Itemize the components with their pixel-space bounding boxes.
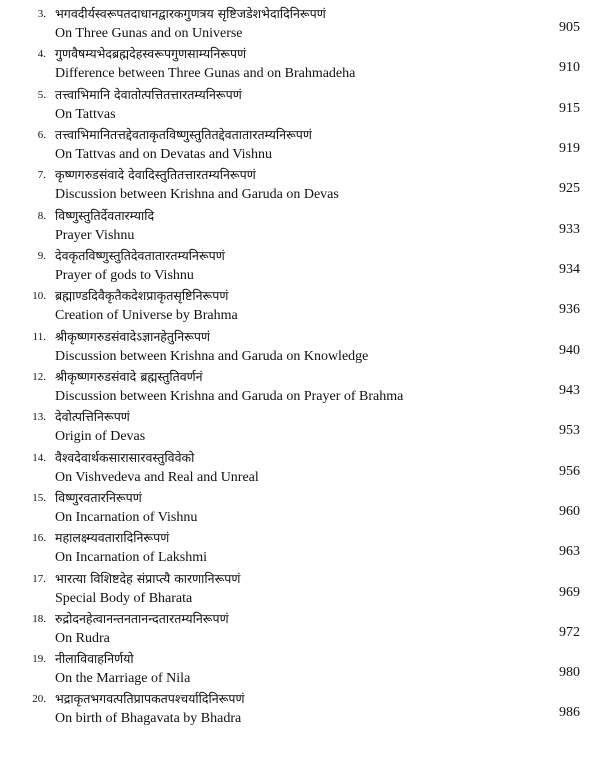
entry-number: 11. (32, 331, 46, 343)
sanskrit-title: भद्राकृतभगवत्पतिप्रापकतपश्चर्यादिनिरूपणं (55, 691, 245, 706)
english-title: Discussion between Krishna and Garuda on Devas (55, 187, 339, 202)
toc-entry-20 (0, 690, 600, 730)
page-number: 943 (559, 383, 580, 398)
english-title: On Incarnation of Lakshmi (55, 550, 208, 565)
english-title: On Incarnation of Vishnu (55, 510, 198, 525)
page-number: 905 (559, 20, 580, 35)
page-number: 919 (559, 141, 580, 156)
toc-entry-5 (0, 86, 600, 126)
page-number: 934 (559, 262, 580, 277)
page-number: 915 (559, 101, 580, 116)
page-number: 980 (559, 665, 580, 680)
toc-entry-15 (0, 489, 600, 529)
entry-number: 8. (37, 210, 46, 222)
toc-entry-9 (0, 247, 600, 287)
page-number: 933 (559, 222, 580, 237)
toc-entry-18 (0, 610, 600, 650)
toc-entry-10 (0, 287, 600, 327)
sanskrit-title: विष्णुस्तुतिर्देवतारम्यादि (55, 208, 155, 223)
sanskrit-title: कृष्णगरुडसंवादे देवादिस्तुतितत्तारतम्यनिरूपणं (55, 167, 256, 182)
page-number: 956 (559, 464, 580, 479)
page-number: 940 (559, 343, 580, 358)
english-title: On Vishvedeva and Real and Unreal (55, 470, 259, 485)
english-title: Special Body of Bharata (55, 591, 193, 606)
toc-entry-4 (0, 45, 600, 85)
entry-number: 13. (32, 411, 46, 423)
english-title: On birth of Bhagavata by Bhadra (55, 711, 242, 726)
entry-number: 16. (32, 532, 46, 544)
page-number: 960 (559, 504, 580, 519)
page-number: 963 (559, 544, 580, 559)
english-title: Creation of Universe by Brahma (55, 308, 238, 323)
toc-entry-16 (0, 529, 600, 569)
toc-entry-13 (0, 408, 600, 448)
sanskrit-title: तत्त्वाभिमानितत्तद्देवताकृतविष्णुस्तुतितद्देवतातारतम्यनिरूपणं (55, 127, 312, 142)
entry-number: 14. (32, 452, 46, 464)
entry-number: 20. (32, 693, 46, 705)
sanskrit-title: भगवदीर्यस्वरूपतदाधानद्वारकगुणत्रय सृष्टिजडेशभेदादिनिरूपणं (55, 6, 326, 21)
entry-number: 12. (32, 371, 46, 383)
sanskrit-title: नीलाविवाहनिर्णयो (55, 651, 134, 666)
english-title: On Tattvas and on Devatas and Vishnu (55, 147, 272, 162)
sanskrit-title: गुणवैषम्यभेदब्रह्मदेहस्वरूपगुणसाम्यनिरूपणं (55, 46, 247, 61)
entry-number: 4. (37, 48, 46, 60)
toc-entry-17 (0, 570, 600, 610)
english-title: On Three Gunas and on Universe (55, 26, 243, 41)
toc-entry-6 (0, 126, 600, 166)
sanskrit-title: विष्णुरवतारनिरूपणं (55, 490, 142, 505)
entry-number: 17. (32, 573, 46, 585)
page-number: 972 (559, 625, 580, 640)
entry-number: 7. (37, 169, 46, 181)
entry-number: 6. (37, 129, 46, 141)
entry-number: 19. (32, 653, 46, 665)
sanskrit-title: देवकृतविष्णुस्तुतिदेवतातारतम्यनिरूपणं (55, 248, 225, 263)
page-number: 986 (559, 705, 580, 720)
sanskrit-title: वैश्वदेवार्थकसारासारवस्तुविवेको (55, 450, 195, 465)
entry-number: 15. (32, 492, 46, 504)
page-number: 925 (559, 181, 580, 196)
sanskrit-title: भारत्या विशिष्टदेह संप्राप्त्यै कारणानिरूपणं (55, 571, 241, 586)
english-title: Origin of Devas (55, 429, 146, 444)
english-title: On Rudra (55, 631, 110, 646)
page-number: 910 (559, 60, 580, 75)
english-title: Discussion between Krishna and Garuda on Prayer of Brahma (55, 389, 404, 404)
toc-entry-11 (0, 328, 600, 368)
sanskrit-title: देवोत्पत्तिनिरूपणं (55, 409, 130, 424)
english-title: On the Marriage of Nila (55, 671, 191, 686)
english-title: Difference between Three Gunas and on Brahmadeha (55, 66, 356, 81)
english-title: Discussion between Krishna and Garuda on Knowledge (55, 349, 369, 364)
sanskrit-title: श्रीकृष्णगरुडसंवादे ब्रह्मस्तुतिवर्णनं (55, 369, 203, 384)
entry-number: 9. (37, 250, 46, 262)
sanskrit-title: महालक्ष्म्यवतारादिनिरूपणं (55, 530, 170, 545)
english-title: Prayer of gods to Vishnu (55, 268, 194, 283)
page-number: 969 (559, 585, 580, 600)
entry-number: 18. (32, 613, 46, 625)
toc-entry-8 (0, 207, 600, 247)
english-title: On Tattvas (55, 107, 116, 122)
toc-entry-3 (0, 5, 600, 45)
toc-entry-12 (0, 368, 600, 408)
sanskrit-title: तत्त्वाभिमानि देवातोत्पत्तितत्तारतम्यनिरूपणं (55, 87, 242, 102)
sanskrit-title: श्रीकृष्णगरुडसंवादेऽज्ञानहेतुनिरूपणं (55, 329, 211, 344)
toc-entry-7 (0, 166, 600, 206)
sanskrit-title: ब्रह्माण्डदिवैकृतैकदेशप्राकृतसृष्टिनिरूपणं (55, 288, 229, 303)
sanskrit-title: रुद्रोदनहेत्वानन्तनतानन्दतारतम्यनिरूपणं (55, 611, 229, 626)
entry-number: 5. (37, 89, 46, 101)
page-number: 936 (559, 302, 580, 317)
entry-number: 10. (32, 290, 46, 302)
toc-entry-19 (0, 650, 600, 690)
toc-entry-14 (0, 449, 600, 489)
page-number: 953 (559, 423, 580, 438)
entry-number: 3. (37, 8, 46, 20)
english-title: Prayer Vishnu (55, 228, 135, 243)
